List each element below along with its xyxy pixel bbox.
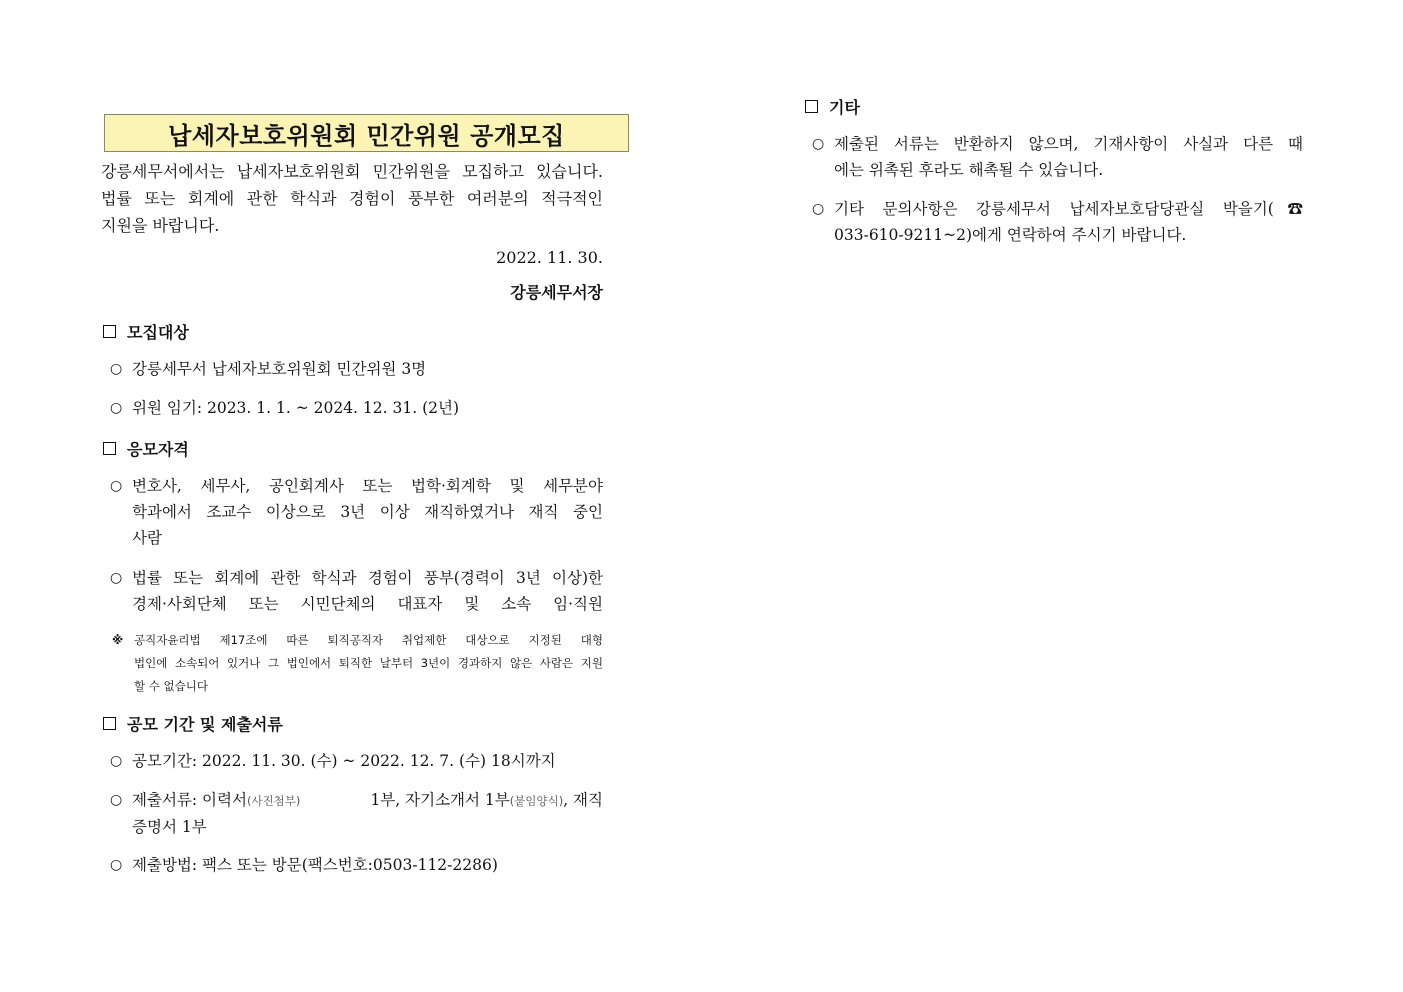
list-item: ○ 위원 임기: 2023. 1. 1. ~ 2024. 12. 31. (2년) <box>110 395 603 421</box>
bullet-circle-icon: ○ <box>110 857 123 873</box>
list-item: ○ 법률 또는 회계에 관한 학식과 경험이 풍부(경력이 3년 이상)한 경제·사회단체 또는 시민단체의 대표자 및 소속 임·직원 <box>110 565 603 617</box>
list-item: ○ 기타 문의사항은 강릉세무서 납세자보호담당관실 박을기(☎ 033-610-9211~2)에게 연락하여 주시기 바랍니다. <box>812 196 1303 248</box>
list-item: ○ 제출된 서류는 반환하지 않으며, 기재사항이 사실과 다른 때 에는 위촉된 후라도 해촉될 수 있습니다. <box>812 131 1303 183</box>
bullet-circle-icon: ○ <box>110 753 123 769</box>
notice-date: 2022. 11. 30. <box>496 248 603 267</box>
section-title: 기타 <box>829 98 860 117</box>
intro-paragraph <box>101 158 603 239</box>
signer: 강릉세무서장 <box>510 283 603 302</box>
note-mark-icon: ※ <box>112 633 124 647</box>
bullet-circle-icon: ○ <box>110 792 123 808</box>
section-heading-period <box>103 712 283 735</box>
qualification-note: ※ 공직자윤리법 제17조에 따른 퇴직공직자 취업제한 대상으로 지정된 대형 법인에 소속되어 있거나 그 법인에서 퇴직한 날부터 3년이 경과하지 않은 사람은 지원 할 수 없습니다 <box>112 629 603 698</box>
list-item: ○ 변호사, 세무사, 공인회계사 또는 법학·회계학 및 세무분야 학과에서 조교수 이상으로 3년 이상 재직하였거나 재직 중인 사람 <box>110 473 603 551</box>
section-heading-qualification <box>103 437 189 460</box>
section-title: 응모자격 <box>127 440 189 459</box>
bullet-circle-icon: ○ <box>110 400 123 416</box>
section-heading-recruit <box>103 320 189 343</box>
list-item: ○ 강릉세무서 납세자보호위원회 민간위원 3명 <box>110 356 603 382</box>
bullet-circle-icon: ○ <box>812 201 825 217</box>
checkbox-square-icon <box>103 717 116 730</box>
list-item: ○ 제출방법: 팩스 또는 방문(팩스번호:0503-112-2286) <box>110 852 603 878</box>
list-item: ○ 공모기간: 2022. 11. 30. (수) ~ 2022. 12. 7. (수) 18시까지 <box>110 748 603 774</box>
bullet-circle-icon: ○ <box>110 570 123 586</box>
intro-line: 강릉세무서에서는 납세자보호위원회 민간위원을 모집하고 있습니다. <box>101 162 603 181</box>
notice-title-box <box>104 114 629 152</box>
bullet-circle-icon: ○ <box>110 361 123 377</box>
checkbox-square-icon <box>805 100 818 113</box>
notice-title: 납세자보호위원회 민간위원 공개모집 <box>168 121 565 150</box>
intro-line: 지원을 바랍니다. <box>101 216 220 235</box>
bullet-circle-icon: ○ <box>812 136 825 152</box>
intro-line: 법률 또는 회계에 관한 학식과 경험이 풍부한 여러분의 적극적인 <box>101 189 603 208</box>
checkbox-square-icon <box>103 442 116 455</box>
list-item: ○ 제출서류: 이력서(사진첨부) 1부, 자기소개서 1부(붙임양식), 재직 증명서 1부 <box>110 787 603 840</box>
section-heading-etc <box>805 95 860 118</box>
bullet-circle-icon: ○ <box>110 478 123 494</box>
section-title: 공모 기간 및 제출서류 <box>127 715 283 734</box>
section-title: 모집대상 <box>127 323 189 342</box>
checkbox-square-icon <box>103 325 116 338</box>
